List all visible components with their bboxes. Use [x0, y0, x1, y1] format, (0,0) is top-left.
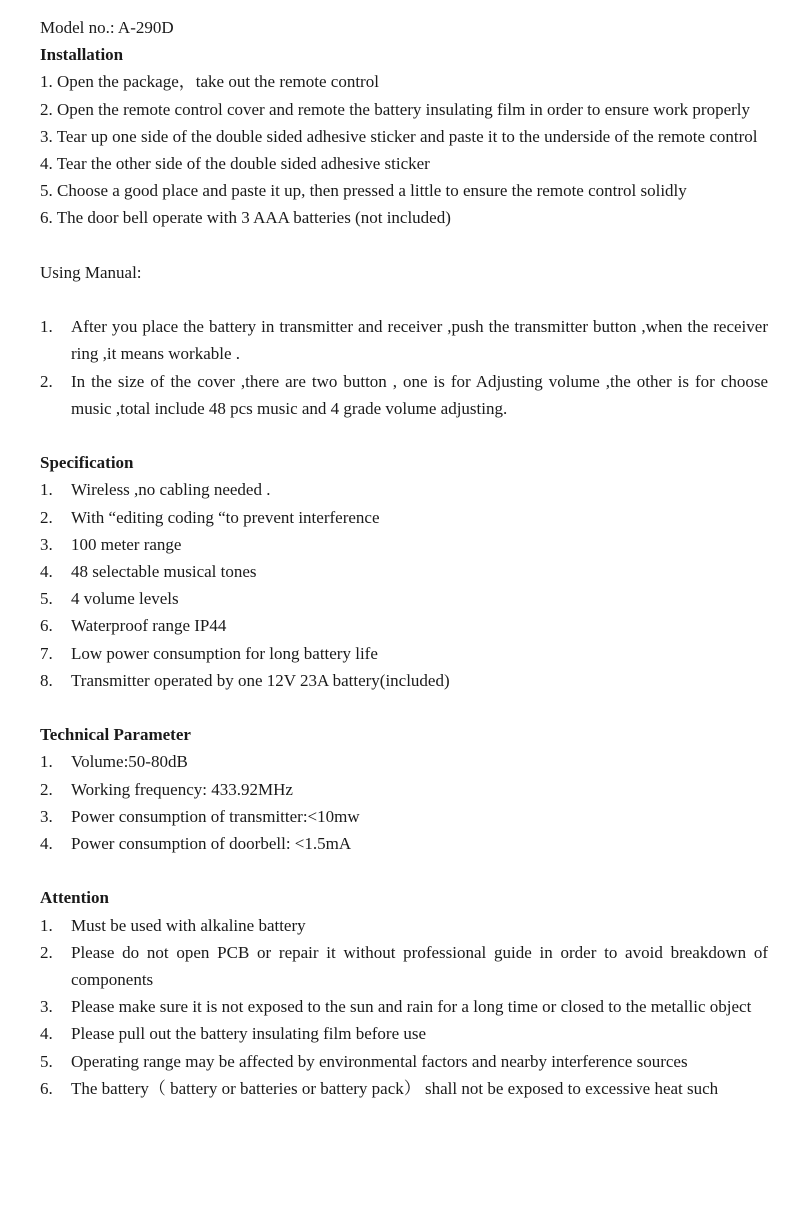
item-text: Operating range may be affected by environmental factors and nearby interference sources	[71, 1051, 688, 1071]
item-text: Must be used with alkaline battery	[71, 915, 306, 935]
item-number: 5.	[40, 589, 53, 609]
list-item	[40, 939, 768, 993]
item-text: Power consumption of doorbell: <1.5mA	[71, 834, 352, 854]
item-text: Please make sure it is not exposed to the sun and rain for a long time or closed to the metallic object	[71, 997, 752, 1017]
item-text: Waterproof range IP44	[71, 616, 227, 636]
using-manual-heading: Using Manual:	[40, 262, 142, 282]
item-text: Volume:50-80dB	[71, 752, 188, 772]
spacer	[40, 286, 768, 313]
list-item	[40, 803, 768, 830]
list-item	[40, 912, 768, 939]
item-number: 4.	[40, 834, 53, 854]
item-number: 3.	[40, 806, 53, 826]
item-number: 5.	[40, 1051, 53, 1071]
installation-list	[40, 68, 768, 231]
item-text: Power consumption of transmitter:<10mw	[71, 806, 360, 826]
item-number: 4.	[40, 1024, 53, 1044]
item-number: 1.	[40, 915, 53, 935]
list-item	[40, 1075, 768, 1102]
item-text: Working frequency: 433.92MHz	[71, 779, 293, 799]
installation-item: 4. Tear the other side of the double sided adhesive sticker	[40, 154, 430, 174]
list-item	[40, 830, 768, 857]
item-number: 1.	[40, 480, 53, 500]
item-text: 100 meter range	[71, 534, 182, 554]
item-number: 7.	[40, 643, 53, 663]
spacer	[40, 857, 768, 884]
item-number: 2.	[40, 371, 53, 391]
item-number: 2.	[40, 942, 53, 962]
attention-heading: Attention	[40, 888, 109, 908]
item-number: 4.	[40, 562, 53, 582]
item-text: Transmitter operated by one 12V 23A battery(included)	[71, 670, 450, 690]
item-number: 3.	[40, 534, 53, 554]
list-item	[40, 776, 768, 803]
list-item	[40, 1020, 768, 1047]
item-text: After you place the battery in transmitter and receiver ,push the transmitter button ,when the receiver ring ,it means workable .	[71, 317, 768, 364]
item-number: 8.	[40, 670, 53, 690]
list-item	[40, 993, 768, 1020]
installation-item: 1. Open the package，take out the remote control	[40, 72, 379, 92]
technical-parameter-list	[40, 748, 768, 857]
list-item	[40, 748, 768, 775]
item-text: The battery（ battery or batteries or battery pack） shall not be exposed to excessive heat such	[71, 1078, 719, 1098]
list-item	[40, 1048, 768, 1075]
list-item	[40, 476, 768, 503]
item-number: 3.	[40, 997, 53, 1017]
specification-list	[40, 476, 768, 694]
item-number: 6.	[40, 616, 53, 636]
item-text: Wireless ,no cabling needed .	[71, 480, 271, 500]
list-item	[40, 640, 768, 667]
item-text: Please do not open PCB or repair it without professional guide in order to avoid breakdown of components	[71, 942, 768, 990]
spacer	[40, 232, 768, 259]
using-manual-list	[40, 313, 768, 422]
spacer	[40, 694, 768, 721]
installation-item: 3. Tear up one side of the double sided adhesive sticker and paste it to the underside of the remote control	[40, 126, 758, 146]
item-text: 48 selectable musical tones	[71, 562, 257, 582]
item-number: 2.	[40, 507, 53, 527]
list-item	[40, 667, 768, 694]
item-text: In the size of the cover ,there are two button , one is for Adjusting volume ,the other is for choose music ,total include 48 pcs music and 4 grade volume adjusting.	[71, 371, 768, 418]
item-number: 6.	[40, 1078, 53, 1098]
installation-heading: Installation	[40, 45, 124, 65]
model-number: Model no.: A-290D	[40, 18, 174, 37]
spacer	[40, 422, 768, 449]
specification-heading: Specification	[40, 453, 134, 473]
installation-item: 5. Choose a good place and paste it up, then pressed a little to ensure the remote control solidly	[40, 181, 687, 201]
installation-item: 6. The door bell operate with 3 AAA batteries (not included)	[40, 208, 451, 228]
item-text: Please pull out the battery insulating film before use	[71, 1024, 427, 1044]
list-item	[40, 368, 768, 422]
list-item	[40, 313, 768, 367]
list-item	[40, 558, 768, 585]
installation-item: 2. Open the remote control cover and remote the battery insulating film in order to ensure work properly	[40, 99, 750, 119]
item-number: 2.	[40, 779, 53, 799]
attention-list	[40, 912, 768, 1102]
item-text: Low power consumption for long battery life	[71, 643, 378, 663]
item-text: 4 volume levels	[71, 589, 179, 609]
list-item	[40, 531, 768, 558]
list-item	[40, 612, 768, 639]
item-text: With “editing coding “to prevent interference	[71, 507, 380, 527]
item-number: 1.	[40, 752, 53, 772]
list-item	[40, 585, 768, 612]
item-number: 1.	[40, 317, 53, 337]
list-item	[40, 504, 768, 531]
technical-parameter-heading: Technical Parameter	[40, 725, 191, 745]
